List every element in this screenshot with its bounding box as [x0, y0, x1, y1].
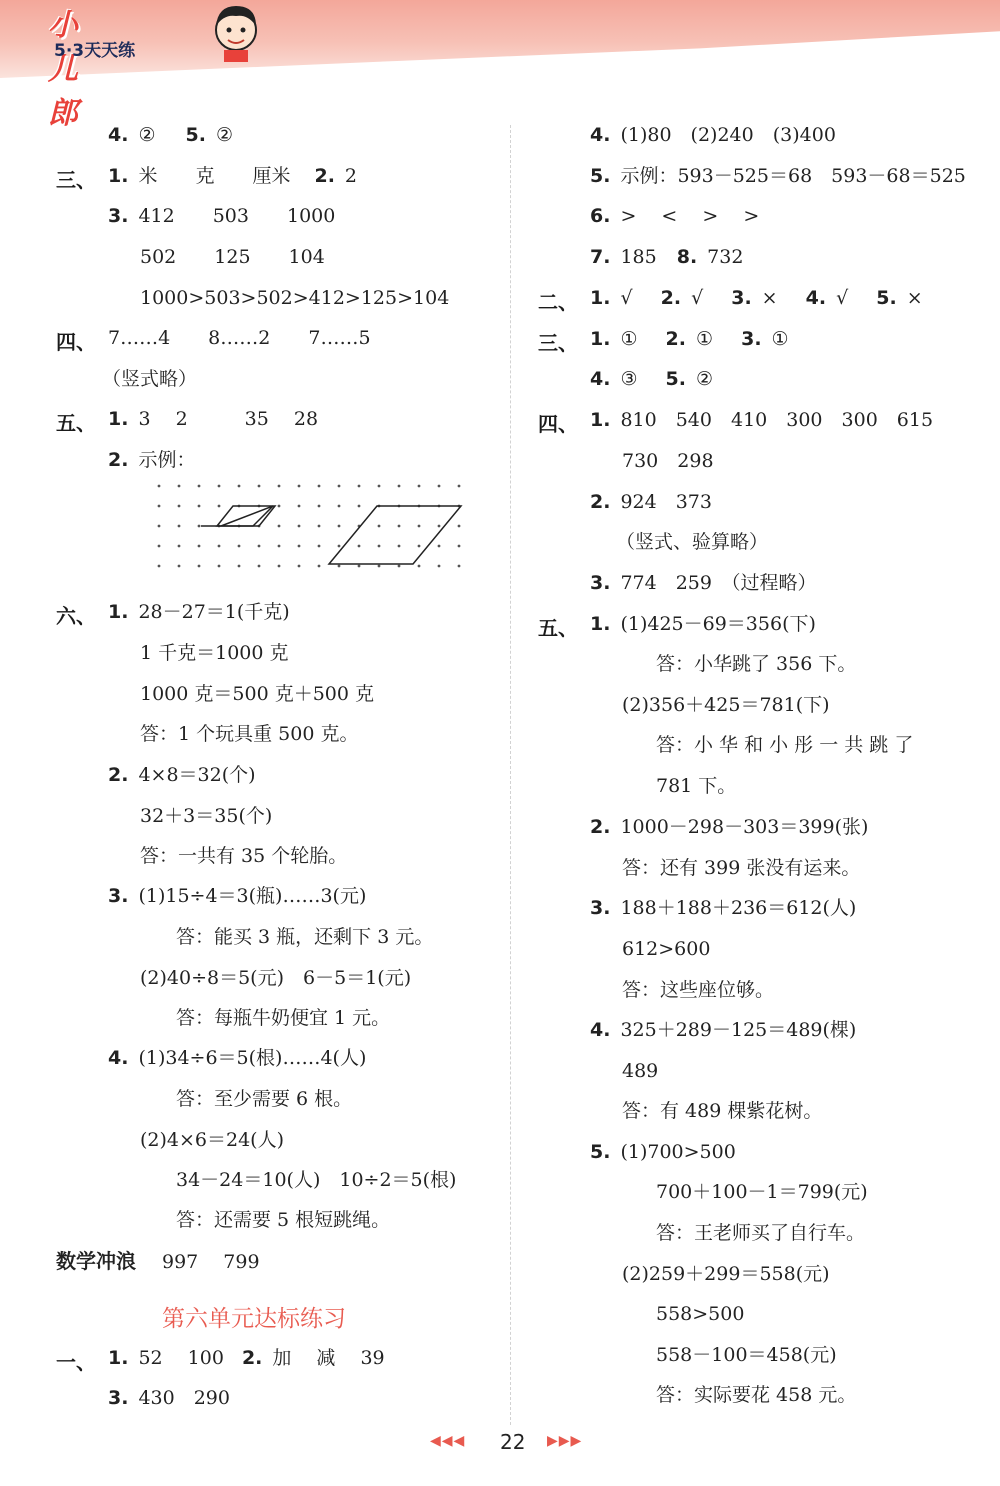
answer-line: 32＋3＝35(个) [140, 805, 273, 827]
right-s5-q1 [590, 612, 816, 636]
grid-dot [338, 545, 341, 548]
page-footer [430, 1430, 600, 1456]
answer-line: 答：有 489 棵紫花树。 [622, 1100, 823, 1122]
grid-dot [318, 505, 321, 508]
grid-dot [218, 485, 221, 488]
section-label-2: 二、 [538, 290, 578, 314]
grid-dot [158, 505, 161, 508]
answer-text: 加 减 39 [272, 1347, 385, 1369]
grid-dot [198, 545, 201, 548]
grid-dot [358, 545, 361, 548]
answer-line: (2)259＋299＝558(元) [622, 1263, 830, 1285]
question-number: 1. [108, 165, 129, 187]
answer-text: 430 290 [138, 1387, 230, 1409]
brand-logo: 小儿郎 [48, 8, 79, 131]
brand-subtitle: 5·3天天练 [54, 41, 136, 61]
grid-dot [398, 545, 401, 548]
right-r5 [590, 164, 966, 188]
cross-mark: × [906, 287, 923, 309]
check-mark: √ [691, 287, 704, 309]
answer-text: 774 259 （过程略） [620, 572, 817, 594]
grid-dot [358, 485, 361, 488]
right-r4 [590, 123, 836, 147]
answer-line: 答：至少需要 6 根。 [176, 1088, 353, 1110]
page-number: 22 [500, 1430, 526, 1454]
grid-dot [398, 565, 401, 568]
question-number: 3. [108, 205, 129, 227]
question-number: 1. [590, 613, 611, 635]
left-s6-q4 [108, 1046, 366, 1070]
section-label-4: 四、 [56, 330, 96, 354]
grid-dot [298, 525, 301, 528]
grid-dot [418, 545, 421, 548]
grid-dot [178, 545, 181, 548]
answer-text: ① [620, 328, 638, 350]
answer-text: 4×8＝32(个) [138, 764, 256, 786]
answer-line: 730 298 [622, 450, 714, 472]
grid-dot [178, 505, 181, 508]
question-number: 5. [665, 368, 686, 390]
answer-text: 2 [344, 165, 358, 187]
grid-dot [298, 485, 301, 488]
prev-arrows-icon: ◀◀◀ [430, 1433, 466, 1449]
answer-text: 732 [707, 246, 744, 268]
grid-dot [338, 505, 341, 508]
question-number: 1. [108, 408, 129, 430]
question-number: 1. [108, 601, 129, 623]
answer-line: 答：小 华 和 小 彤 一 共 跳 了 [656, 734, 914, 756]
grid-dot [298, 565, 301, 568]
grid-dot [338, 525, 341, 528]
answer-line: 489 [622, 1060, 659, 1082]
right-s2-row [590, 286, 923, 310]
answer-text: ② [138, 124, 156, 146]
question-number: 1. [590, 409, 611, 431]
grid-dot [418, 485, 421, 488]
grid-dot [258, 565, 261, 568]
answer-text: 1000－298－303＝399(张) [620, 816, 869, 838]
section-label-3: 三、 [538, 331, 578, 355]
grid-dot [178, 525, 181, 528]
right-s5-q3 [590, 896, 856, 920]
math-surf-label: 数学冲浪 [56, 1249, 136, 1273]
answer-line: 1 千克＝1000 克 [140, 642, 289, 664]
left-line-4-5 [108, 123, 233, 147]
right-r7 [590, 245, 743, 269]
answer-line: 558－100＝458(元) [656, 1344, 837, 1366]
answer-text: 52 100 [138, 1347, 224, 1369]
grid-dot [198, 485, 201, 488]
question-number: 2. [108, 764, 129, 786]
grid-dot [458, 525, 461, 528]
grid-dot [278, 545, 281, 548]
math-surf-line [56, 1249, 260, 1273]
question-number: 5. [590, 165, 611, 187]
question-number: 6. [590, 205, 611, 227]
answer-text: 示例： [138, 449, 196, 471]
grid-dot [178, 565, 181, 568]
right-s4-q1 [590, 408, 933, 432]
answer-text: 412 503 1000 [138, 205, 336, 227]
grid-dot [458, 565, 461, 568]
question-number: 4. [108, 1047, 129, 1069]
answer-text: (1)15÷4＝3(瓶)……3(元) [138, 885, 367, 907]
question-number: 4. [590, 1019, 611, 1041]
answer-text: 810 540 410 300 300 615 [620, 409, 934, 431]
answer-line: 1000>503>502>412>125>104 [140, 287, 450, 309]
grid-dot [398, 525, 401, 528]
grid-dot [318, 545, 321, 548]
right-s5-q5 [590, 1140, 736, 1164]
grid-dot [218, 545, 221, 548]
grid-dot [258, 485, 261, 488]
answer-text: 示例：593－525＝68 593－68＝525 [620, 165, 966, 187]
grid-dot [338, 565, 341, 568]
question-number: 3. [731, 287, 752, 309]
answer-text: 325＋289－125＝489(棵) [620, 1019, 857, 1041]
answer-line: 1000 克＝500 克＋500 克 [140, 683, 375, 705]
section-label-3: 三、 [56, 168, 96, 192]
question-number: 4. [590, 124, 611, 146]
answer-line: 答：实际要花 458 元。 [656, 1384, 857, 1406]
mascot-icon [208, 0, 264, 62]
answer-line: 答：每瓶牛奶便宜 1 元。 [176, 1007, 391, 1029]
grid-dot [438, 545, 441, 548]
right-s3-row2 [590, 367, 713, 391]
question-number: 7. [590, 246, 611, 268]
answer-line: 答：1 个玩具重 500 克。 [140, 723, 359, 745]
grid-dot [318, 525, 321, 528]
section-label-1: 一、 [56, 1350, 96, 1374]
question-number: 1. [108, 1347, 129, 1369]
question-number: 1. [590, 287, 611, 309]
right-s3-row1 [590, 327, 789, 351]
grid-dot [238, 485, 241, 488]
answer-text: ② [215, 124, 233, 146]
left-u6-q1 [108, 1346, 385, 1370]
answer-line: 答：能买 3 瓶，还剩下 3 元。 [176, 926, 434, 948]
right-s5-q4 [590, 1018, 856, 1042]
grid-dot [278, 525, 281, 528]
answer-text: (1)425－69＝356(下) [620, 613, 816, 635]
grid-dot [278, 485, 281, 488]
answer-text: ① [696, 328, 714, 350]
right-s5-q2 [590, 815, 868, 839]
answer-text: ③ [620, 368, 638, 390]
next-arrows-icon: ▶▶▶ [547, 1433, 583, 1449]
right-s4-q3 [590, 571, 816, 595]
left-s6-q1 [108, 600, 290, 624]
question-number: 3. [590, 572, 611, 594]
answer-text: 185 [620, 246, 657, 268]
section-label-5: 五、 [56, 411, 96, 435]
left-s6-q2 [108, 763, 256, 787]
answer-text: > < > > [620, 205, 760, 227]
grid-dot [198, 525, 201, 528]
question-number: 3. [108, 885, 129, 907]
right-s4-q2 [590, 490, 712, 514]
answer-text: 28－27＝1(千克) [138, 601, 290, 623]
grid-dot [438, 565, 441, 568]
grid-dot [158, 565, 161, 568]
answer-line: 558>500 [656, 1303, 745, 1325]
question-number: 2. [590, 816, 611, 838]
answer-text: 米 克 厘米 [138, 165, 291, 187]
grid-dot [378, 545, 381, 548]
left-s3-q3 [108, 204, 335, 228]
check-mark: √ [620, 287, 633, 309]
grid-dot [458, 545, 461, 548]
grid-dot [278, 565, 281, 568]
answer-line: 答：王老师买了自行车。 [656, 1222, 866, 1244]
grid-dot [358, 505, 361, 508]
question-number: 4. [590, 368, 611, 390]
grid-dot [318, 485, 321, 488]
grid-dot [238, 545, 241, 548]
grid-dot [198, 565, 201, 568]
answer-line: (2)356＋425＝781(下) [622, 694, 830, 716]
answer-line: 答：还有 399 张没有运来。 [622, 857, 861, 879]
grid-dot [378, 485, 381, 488]
answer-line: 781 下。 [656, 775, 737, 797]
grid-dot [298, 545, 301, 548]
section-label-5: 五、 [538, 616, 578, 640]
cross-mark: × [761, 287, 778, 309]
left-s5-q1 [108, 407, 318, 431]
left-s3-q1 [108, 164, 357, 188]
grid-dot [398, 485, 401, 488]
grid-dot [378, 525, 381, 528]
grid-dot [198, 505, 201, 508]
question-number: 4. [108, 124, 129, 146]
grid-dot [318, 565, 321, 568]
question-number: 2. [241, 1347, 263, 1369]
grid-dot [238, 565, 241, 568]
unit-title: 第六单元达标练习 [162, 1306, 346, 1332]
answer-line: 答：一共有 35 个轮胎。 [140, 845, 348, 867]
answer-text: 3 2 35 28 [138, 408, 319, 430]
answer-line: 700＋100－1＝799(元) [656, 1181, 868, 1203]
grid-dot [158, 525, 161, 528]
answer-line: (2)4×6＝24(人) [140, 1129, 285, 1151]
grid-dot [438, 485, 441, 488]
answer-line: （竖式略） [102, 368, 198, 390]
grid-dot [218, 505, 221, 508]
question-number: 1. [590, 328, 611, 350]
grid-dot [258, 545, 261, 548]
question-number: 2. [590, 491, 611, 513]
grid-dot [298, 505, 301, 508]
answer-text: 924 373 [620, 491, 712, 513]
answer-text: (1)34÷6＝5(根)……4(人) [138, 1047, 367, 1069]
answer-line: 34－24＝10(人) 10÷2＝5(根) [176, 1169, 457, 1191]
answer-text: ① [771, 328, 789, 350]
answer-text: 188＋188＋236＝612(人) [620, 897, 857, 919]
column-divider [510, 125, 511, 1425]
grid-dot [418, 565, 421, 568]
answer-line: 答：还需要 5 根短跳绳。 [176, 1209, 391, 1231]
grid-dot [378, 565, 381, 568]
left-s5-q2 [108, 448, 195, 472]
right-r6 [590, 204, 759, 228]
question-number: 8. [676, 246, 698, 268]
answer-text: (1)80 (2)240 (3)400 [620, 124, 836, 146]
question-number: 2. [665, 328, 686, 350]
question-number: 5. [876, 287, 897, 309]
answer-line: (2)40÷8＝5(元) 6－5＝1(元) [140, 967, 412, 989]
grid-dot [178, 485, 181, 488]
grid-dot [358, 565, 361, 568]
answer-text: 997 799 [162, 1251, 260, 1273]
header-band [0, 0, 1000, 78]
question-number: 2. [660, 287, 682, 309]
grid-dot [278, 505, 281, 508]
section-label-6: 六、 [56, 604, 96, 628]
left-s6-q3 [108, 884, 366, 908]
question-number: 5. [590, 1141, 611, 1163]
grid-dot [158, 545, 161, 548]
grid-dot [338, 485, 341, 488]
large-parallelogram [329, 506, 461, 564]
answer-text: ② [696, 368, 714, 390]
answer-line: 612>600 [622, 938, 711, 960]
grid-dot [458, 485, 461, 488]
question-number: 3. [741, 328, 762, 350]
dot-grid-figure [155, 482, 467, 582]
check-mark: √ [836, 287, 849, 309]
answer-text: (1)700>500 [620, 1141, 736, 1163]
grid-dot [218, 565, 221, 568]
question-number: 2. [108, 449, 129, 471]
answer-line: 答：小华跳了 356 下。 [656, 653, 857, 675]
question-number: 3. [590, 897, 611, 919]
section-label-4: 四、 [538, 412, 578, 436]
grid-dot [158, 485, 161, 488]
question-number: 3. [108, 1387, 129, 1409]
question-number: 2. [314, 165, 335, 187]
question-number: 5. [185, 124, 206, 146]
grid-dot [418, 525, 421, 528]
left-u6-q3 [108, 1386, 230, 1410]
answer-line: 502 125 104 [140, 246, 325, 268]
question-number: 4. [805, 287, 827, 309]
answer-line: 答：这些座位够。 [622, 979, 775, 1001]
answer-line: （竖式、验算略） [616, 531, 769, 553]
answer-line: 7……4 8……2 7……5 [108, 327, 371, 349]
grid-dot [438, 525, 441, 528]
